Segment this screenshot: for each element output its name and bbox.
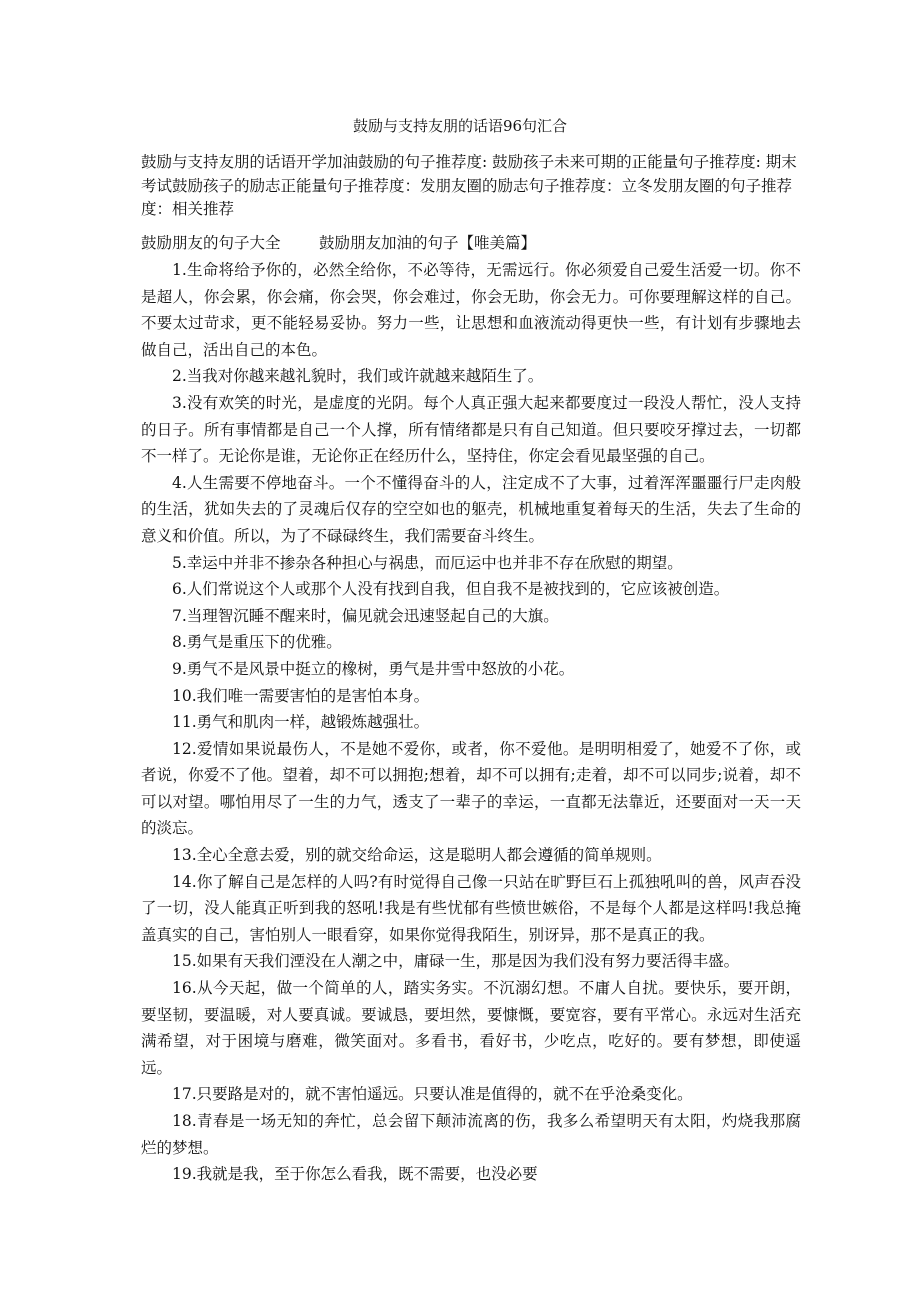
quote-list <box>141 257 801 1188</box>
quote-item: 1.生命将给予你的，必然全给你，不必等待，无需远行。你必须爱自己爱生活爱一切。你不是超人，你会累，你会痛，你会哭，你会难过，你会无助，你会无力。可你要理解这样的自己。不要太过苛求，更不能轻易妥协。努力一些，让思想和血液流动得更快一些，有计划有步骤地去做自己，活出自己的本色。 <box>141 261 801 359</box>
document-title: 鼓励与支持友朋的话语96句汇合 <box>352 117 568 135</box>
quote-item: 2.当我对你越来越礼貌时，我们或许就越来越陌生了。 <box>172 367 544 386</box>
quote-item: 7.当理智沉睡不醒来时，偏见就会迅速竖起自己的大旗。 <box>172 606 559 625</box>
quote-item: 3.没有欢笑的时光，是虚度的光阴。每个人真正强大起来都要度过一段没人帮忙，没人支持的日子。所有事情都是自己一个人撑，所有情绪都是只有自己知道。但只要咬牙撑过去，一切都不一样了。无论你是谁，无论你正在经历什么，坚持住，你定会看见最坚强的自己。 <box>141 393 801 466</box>
quote-item: 10.我们唯一需要害怕的是害怕本身。 <box>172 686 430 705</box>
quote-item: 6.人们常说这个人或那个人没有找到自我，但自我不是被找到的，它应该被创造。 <box>172 580 730 599</box>
quote-item: 16.从今天起，做一个简单的人，踏实务实。不沉溺幻想。不庸人自扰。要快乐，要开朗，要坚韧，要温暖，对人要真诚。要诚恳，要坦然，要慷慨，要宽容，要有平常心。永远对生活充满希望，对于困境与磨难，微笑面对。多看书，看好书，少吃点，吃好的。要有梦想，即使遥远。 <box>141 979 801 1077</box>
quote-item: 9.勇气不是风景中挺立的橡树，勇气是井雪中怒放的小花。 <box>172 659 575 678</box>
subheading-right: 鼓励朋友加油的句子【唯美篇】 <box>319 234 537 252</box>
quote-item: 19.我就是我，至于你怎么看我，既不需要，也没必要 <box>172 1165 538 1184</box>
quote-item: 12.爱情如果说最伤人，不是她不爱你，或者，你不爱他。是明明相爱了，她爱不了你，或者说，你爱不了他。望着，却不可以拥抱;想着，却不可以拥有;走着，却不可以同步;说着，却不可以对望。哪怕用尽了一生的力气，透支了一辈子的幸运，一直都无法靠近，还要面对一天一天的淡忘。 <box>141 739 801 838</box>
quote-item: 5.幸运中并非不掺杂各种担心与祸患，而厄运中也并非不存在欣慰的期望。 <box>172 553 683 572</box>
quote-item: 11.勇气和肌肉一样，越锻炼越强壮。 <box>172 713 430 732</box>
quote-item: 17.只要路是对的，就不害怕遥远。只要认准是值得的，就不在乎沧桑变化。 <box>172 1085 693 1104</box>
quote-item: 8.勇气是重压下的优雅。 <box>172 633 342 652</box>
quote-item: 15.如果有天我们湮没在人潮之中，庸碌一生，那是因为我们没有努力要活得丰盛。 <box>172 952 740 971</box>
quote-item: 14.你了解自己是怎样的人吗?有时觉得自己像一只站在旷野巨石上孤独吼叫的兽，风声吞没了一切，没人能真正听到我的怒吼!我是有些忧郁有些愤世嫉俗，不是每个人都是这样吗!我总掩盖真实的自己，害怕别人一眼看穿，如果你觉得我陌生，别讶异，那不是真正的我。 <box>141 872 801 944</box>
subheading <box>141 233 536 253</box>
subheading-left: 鼓励朋友的句子大全 <box>141 234 281 252</box>
intro-paragraph: 鼓励与支持友朋的话语开学加油鼓励的句子推荐度: 鼓励孩子未来可期的正能量句子推荐度: 期末考试鼓励孩子的励志正能量句子推荐度：发朋友圈的励志句子推荐度：立冬发朋友圈的句子推荐度：相关推荐 <box>141 153 797 218</box>
quote-item: 13.全心全意去爱，别的就交给命运，这是聪明人都会遵循的简单规则。 <box>172 846 662 865</box>
quote-item: 4.人生需要不停地奋斗。一个不懂得奋斗的人，注定成不了大事，过着浑浑噩噩行尸走肉般的生活，犹如失去的了灵魂后仅存的空空如也的躯壳，机械地重复着每天的生活，失去了生命的意义和价值。所以，为了不碌碌终生，我们需要奋斗终生。 <box>141 473 801 545</box>
quote-item: 18.青春是一场无知的奔忙，总会留下颠沛流离的伤，我多么希望明天有太阳，灼烧我那腐烂的梦想。 <box>141 1112 801 1157</box>
